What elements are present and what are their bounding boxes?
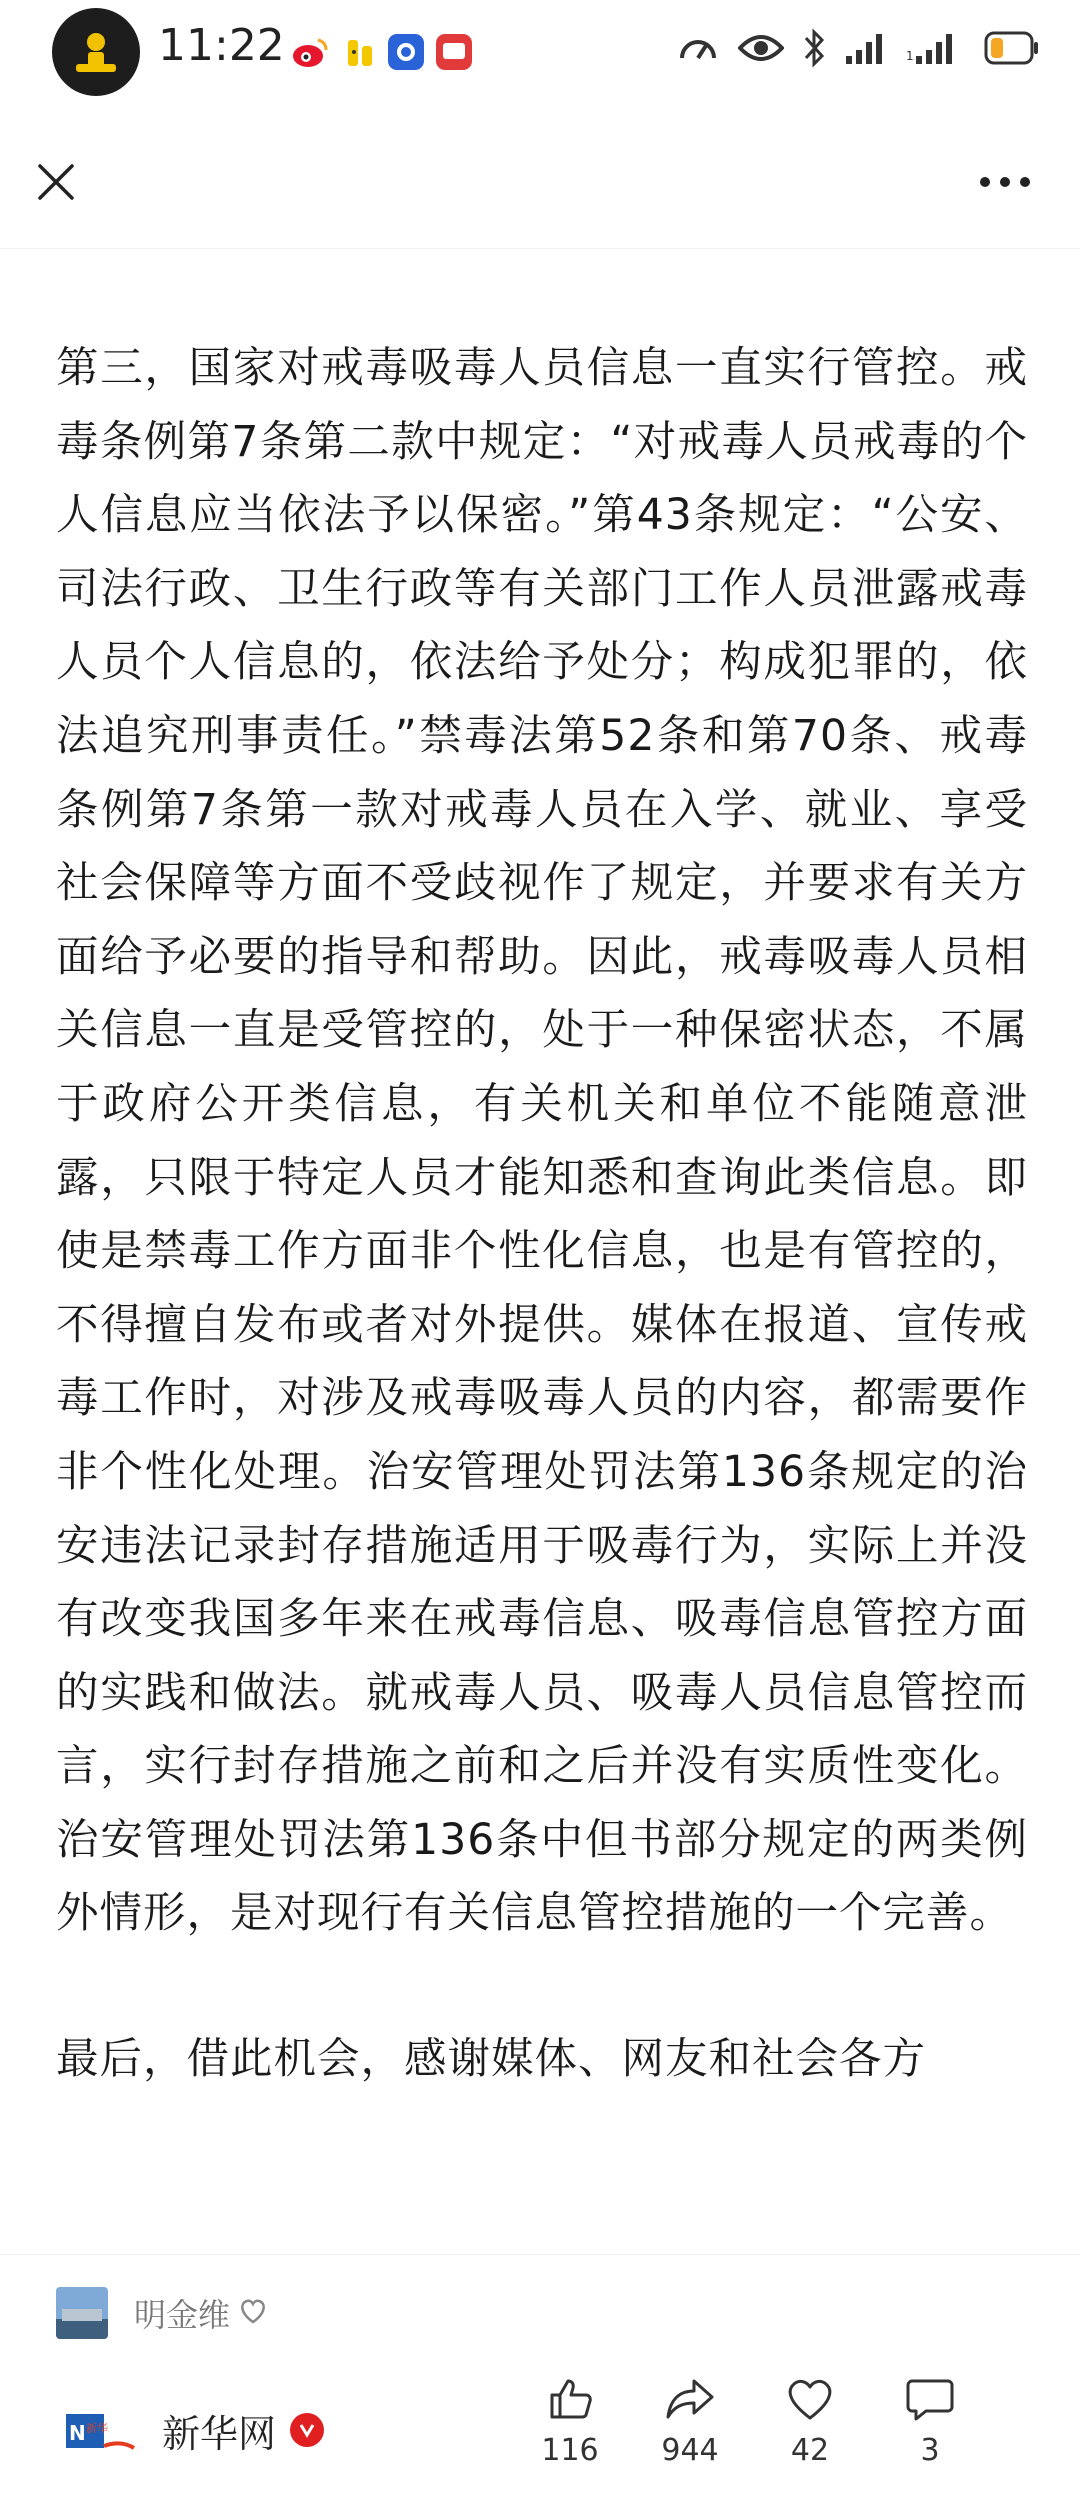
verified-badge-icon xyxy=(290,2413,324,2447)
share-button[interactable] xyxy=(640,2375,740,2468)
repost-user-name[interactable]: 明金维 xyxy=(134,2296,231,2334)
article-paragraph: 第三，国家对戒毒吸毒人员信息一直实行管控。戒毒条例第7条第二款中规定：“对戒毒人员戒毒的个人信息应当依法予以保密。”第43条规定：“公安、司法行政、卫生行政等有关部门工作人员泄露戒毒人员个人信息的，依法给予处分；构成犯罪的，依法追究刑事责任。”禁毒法第52条和第70条、戒毒条例第7条第一款对戒毒人员在入学、就业、享受社会保障等方面不受歧视作了规定，并要求有关方面给予必要的指导和帮助。因此，戒毒吸毒人员相关信息一直是受管控的，处于一种保密状态，不属于政府公开类信息，有关机关和单位不能随意泄露，只限于特定人员才能知悉和查询此类信息。即使是禁毒工作方面非个性化信息，也是有管控的，不得擅自发布或者对外提供。媒体在报道、宣传戒毒工作时，对涉及戒毒吸毒人员的内容，都需要作非个性化处理。治安管理处罚法第136条规定的治安违法记录封存措施适用于吸毒行为，实际上并没有改变我国多年来在戒毒信息、吸毒信息管控方面的实践和做法。就戒毒人员、吸毒人员信息管控而言，实行封存措施之前和之后并没有实质性变化。治安管理处罚法第136条中但书部分规定的两类例外情形，是对现行有关信息管控措施的一个完善。 xyxy=(56,344,1028,1939)
close-icon[interactable] xyxy=(28,154,84,210)
article-paragraph: 最后，借此机会，感谢媒体、网友和社会各方 xyxy=(56,2035,927,2085)
like-count: 116 xyxy=(541,2433,599,2468)
top-nav xyxy=(0,110,1080,249)
bottom-bar xyxy=(0,2254,1080,2505)
browser-icon xyxy=(386,32,426,72)
app-icon xyxy=(340,32,380,72)
status-avatar-icon xyxy=(52,8,140,96)
xinhua-logo[interactable] xyxy=(66,2395,136,2465)
svg-text:1: 1 xyxy=(906,49,914,63)
article-body xyxy=(56,332,1028,2252)
speed-icon xyxy=(676,28,720,72)
status-indicators xyxy=(676,28,1040,72)
repost-user-row[interactable] xyxy=(56,2287,268,2339)
weibo-icon xyxy=(290,32,330,72)
source-row[interactable] xyxy=(66,2395,324,2465)
more-icon[interactable] xyxy=(970,154,1040,210)
battery-icon xyxy=(984,31,1040,69)
comment-button[interactable] xyxy=(880,2375,980,2468)
like-button[interactable] xyxy=(520,2375,620,2468)
follow-heart-icon[interactable] xyxy=(238,2297,268,2329)
comment-count: 3 xyxy=(920,2433,940,2468)
source-name[interactable]: 新华网 xyxy=(162,2411,277,2456)
status-time: 11:22 xyxy=(158,20,285,71)
signal-icon xyxy=(906,30,966,70)
svg-text:N: N xyxy=(69,2421,86,2445)
signal-icon xyxy=(844,30,888,70)
repost-avatar[interactable] xyxy=(56,2287,108,2339)
eye-icon xyxy=(738,30,784,70)
svg-text:新华: 新华 xyxy=(86,2422,108,2435)
share-count: 944 xyxy=(661,2433,719,2468)
favorite-count: 42 xyxy=(790,2433,830,2468)
status-bar xyxy=(0,0,1080,110)
bluetooth-icon xyxy=(802,28,826,72)
message-icon xyxy=(434,32,474,72)
favorite-button[interactable] xyxy=(760,2375,860,2468)
